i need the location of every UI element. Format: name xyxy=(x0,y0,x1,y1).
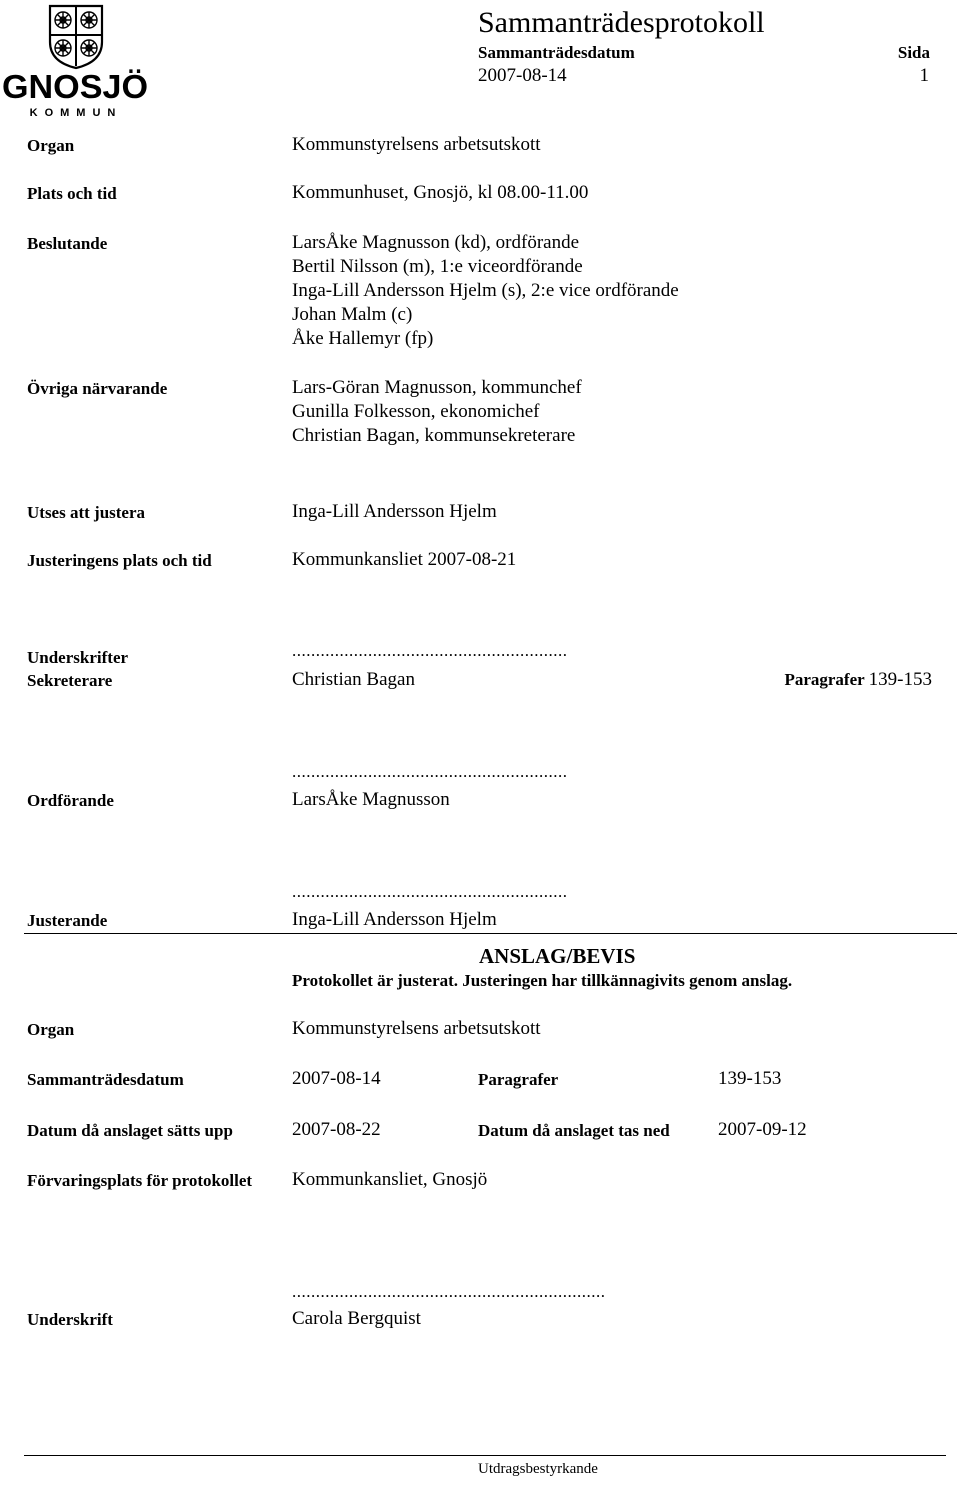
logo-sub: KOMMUN xyxy=(29,107,123,119)
place-label: Plats och tid xyxy=(27,184,117,203)
secretary-label: Sekreterare xyxy=(27,671,113,690)
deciding-label: Beslutande xyxy=(27,234,108,253)
signature-label: Underskrift xyxy=(27,1310,113,1329)
organ-label: Organ xyxy=(27,136,75,155)
list-item: Johan Malm (c) xyxy=(292,304,413,325)
place-value: Kommunhuset, Gnosjö, kl 08.00-11.00 xyxy=(292,182,589,203)
chair-name: LarsÅke Magnusson xyxy=(292,789,450,810)
notice-organ-value: Kommunstyrelsens arbetsutskott xyxy=(292,1018,541,1039)
notice-date-value: 2007-08-14 xyxy=(292,1068,381,1089)
adjust-place-value: Kommunkansliet 2007-08-21 xyxy=(292,549,517,570)
header-page-label: Sida xyxy=(897,43,930,62)
coat-of-arms-icon xyxy=(50,6,102,68)
signatures-label: Underskrifter xyxy=(27,648,129,667)
notice-paragraphs-label: Paragrafer xyxy=(478,1070,559,1089)
adjust-value: Inga-Lill Andersson Hjelm xyxy=(292,501,497,522)
list-item: Gunilla Folkesson, ekonomichef xyxy=(292,401,540,422)
storage-label: Förvaringsplats för protokollet xyxy=(27,1171,253,1190)
adjuster-name: Inga-Lill Andersson Hjelm xyxy=(292,909,497,930)
municipality-logo xyxy=(0,2,150,120)
posted-value: 2007-08-22 xyxy=(292,1119,381,1140)
chair-label: Ordförande xyxy=(27,791,114,810)
list-item: Christian Bagan, kommunsekreterare xyxy=(292,425,576,446)
notice-title: ANSLAG/BEVIS xyxy=(479,944,636,968)
signature-line: .................................................................. xyxy=(292,1282,606,1301)
signature-line: .......................................................... xyxy=(292,641,568,660)
divider xyxy=(24,933,957,934)
notice-paragraphs-value: 139-153 xyxy=(718,1068,782,1089)
organ-value: Kommunstyrelsens arbetsutskott xyxy=(292,134,541,155)
paragraphs-value: 139-153 xyxy=(868,669,932,690)
removed-value: 2007-09-12 xyxy=(718,1119,807,1140)
header-date-label: Sammanträdesdatum xyxy=(478,43,635,62)
others-list xyxy=(292,376,582,448)
removed-label: Datum då anslaget tas ned xyxy=(478,1121,670,1140)
notice-date-label: Sammanträdesdatum xyxy=(27,1070,184,1089)
adjust-label: Utses att justera xyxy=(27,503,146,522)
logo-name: GNOSJÖ xyxy=(2,68,148,105)
secretary-name: Christian Bagan xyxy=(292,669,415,690)
others-label: Övriga närvarande xyxy=(27,379,168,398)
document-title: Sammanträdesprotokoll xyxy=(478,6,765,39)
deciding-list xyxy=(292,231,679,351)
notice-subtitle: Protokollet är justerat. Justeringen har tillkännagivits genom anslag. xyxy=(292,971,793,990)
adjust-place-label: Justeringens plats och tid xyxy=(27,551,212,570)
header-page-number: 1 xyxy=(919,65,929,86)
paragraphs-label: Paragrafer xyxy=(784,670,865,689)
list-item: Lars-Göran Magnusson, kommunchef xyxy=(292,377,582,398)
list-item: LarsÅke Magnusson (kd), ordförande xyxy=(292,232,580,253)
adjuster-label: Justerande xyxy=(27,911,108,930)
signature-line: .......................................................... xyxy=(292,762,568,781)
header-date: 2007-08-14 xyxy=(478,65,567,86)
posted-label: Datum då anslaget sätts upp xyxy=(27,1121,233,1140)
signer-name: Carola Bergquist xyxy=(292,1308,421,1329)
notice-organ-label: Organ xyxy=(27,1020,75,1039)
footer-label: Utdragsbestyrkande xyxy=(478,1461,598,1477)
list-item: Bertil Nilsson (m), 1:e viceordförande xyxy=(292,256,583,277)
signature-line: .......................................................... xyxy=(292,882,568,901)
list-item: Åke Hallemyr (fp) xyxy=(292,328,434,349)
storage-value: Kommunkansliet, Gnosjö xyxy=(292,1169,488,1190)
paragraphs-field xyxy=(784,669,932,691)
footer-divider xyxy=(24,1455,946,1456)
list-item: Inga-Lill Andersson Hjelm (s), 2:e vice ordförande xyxy=(292,280,679,301)
